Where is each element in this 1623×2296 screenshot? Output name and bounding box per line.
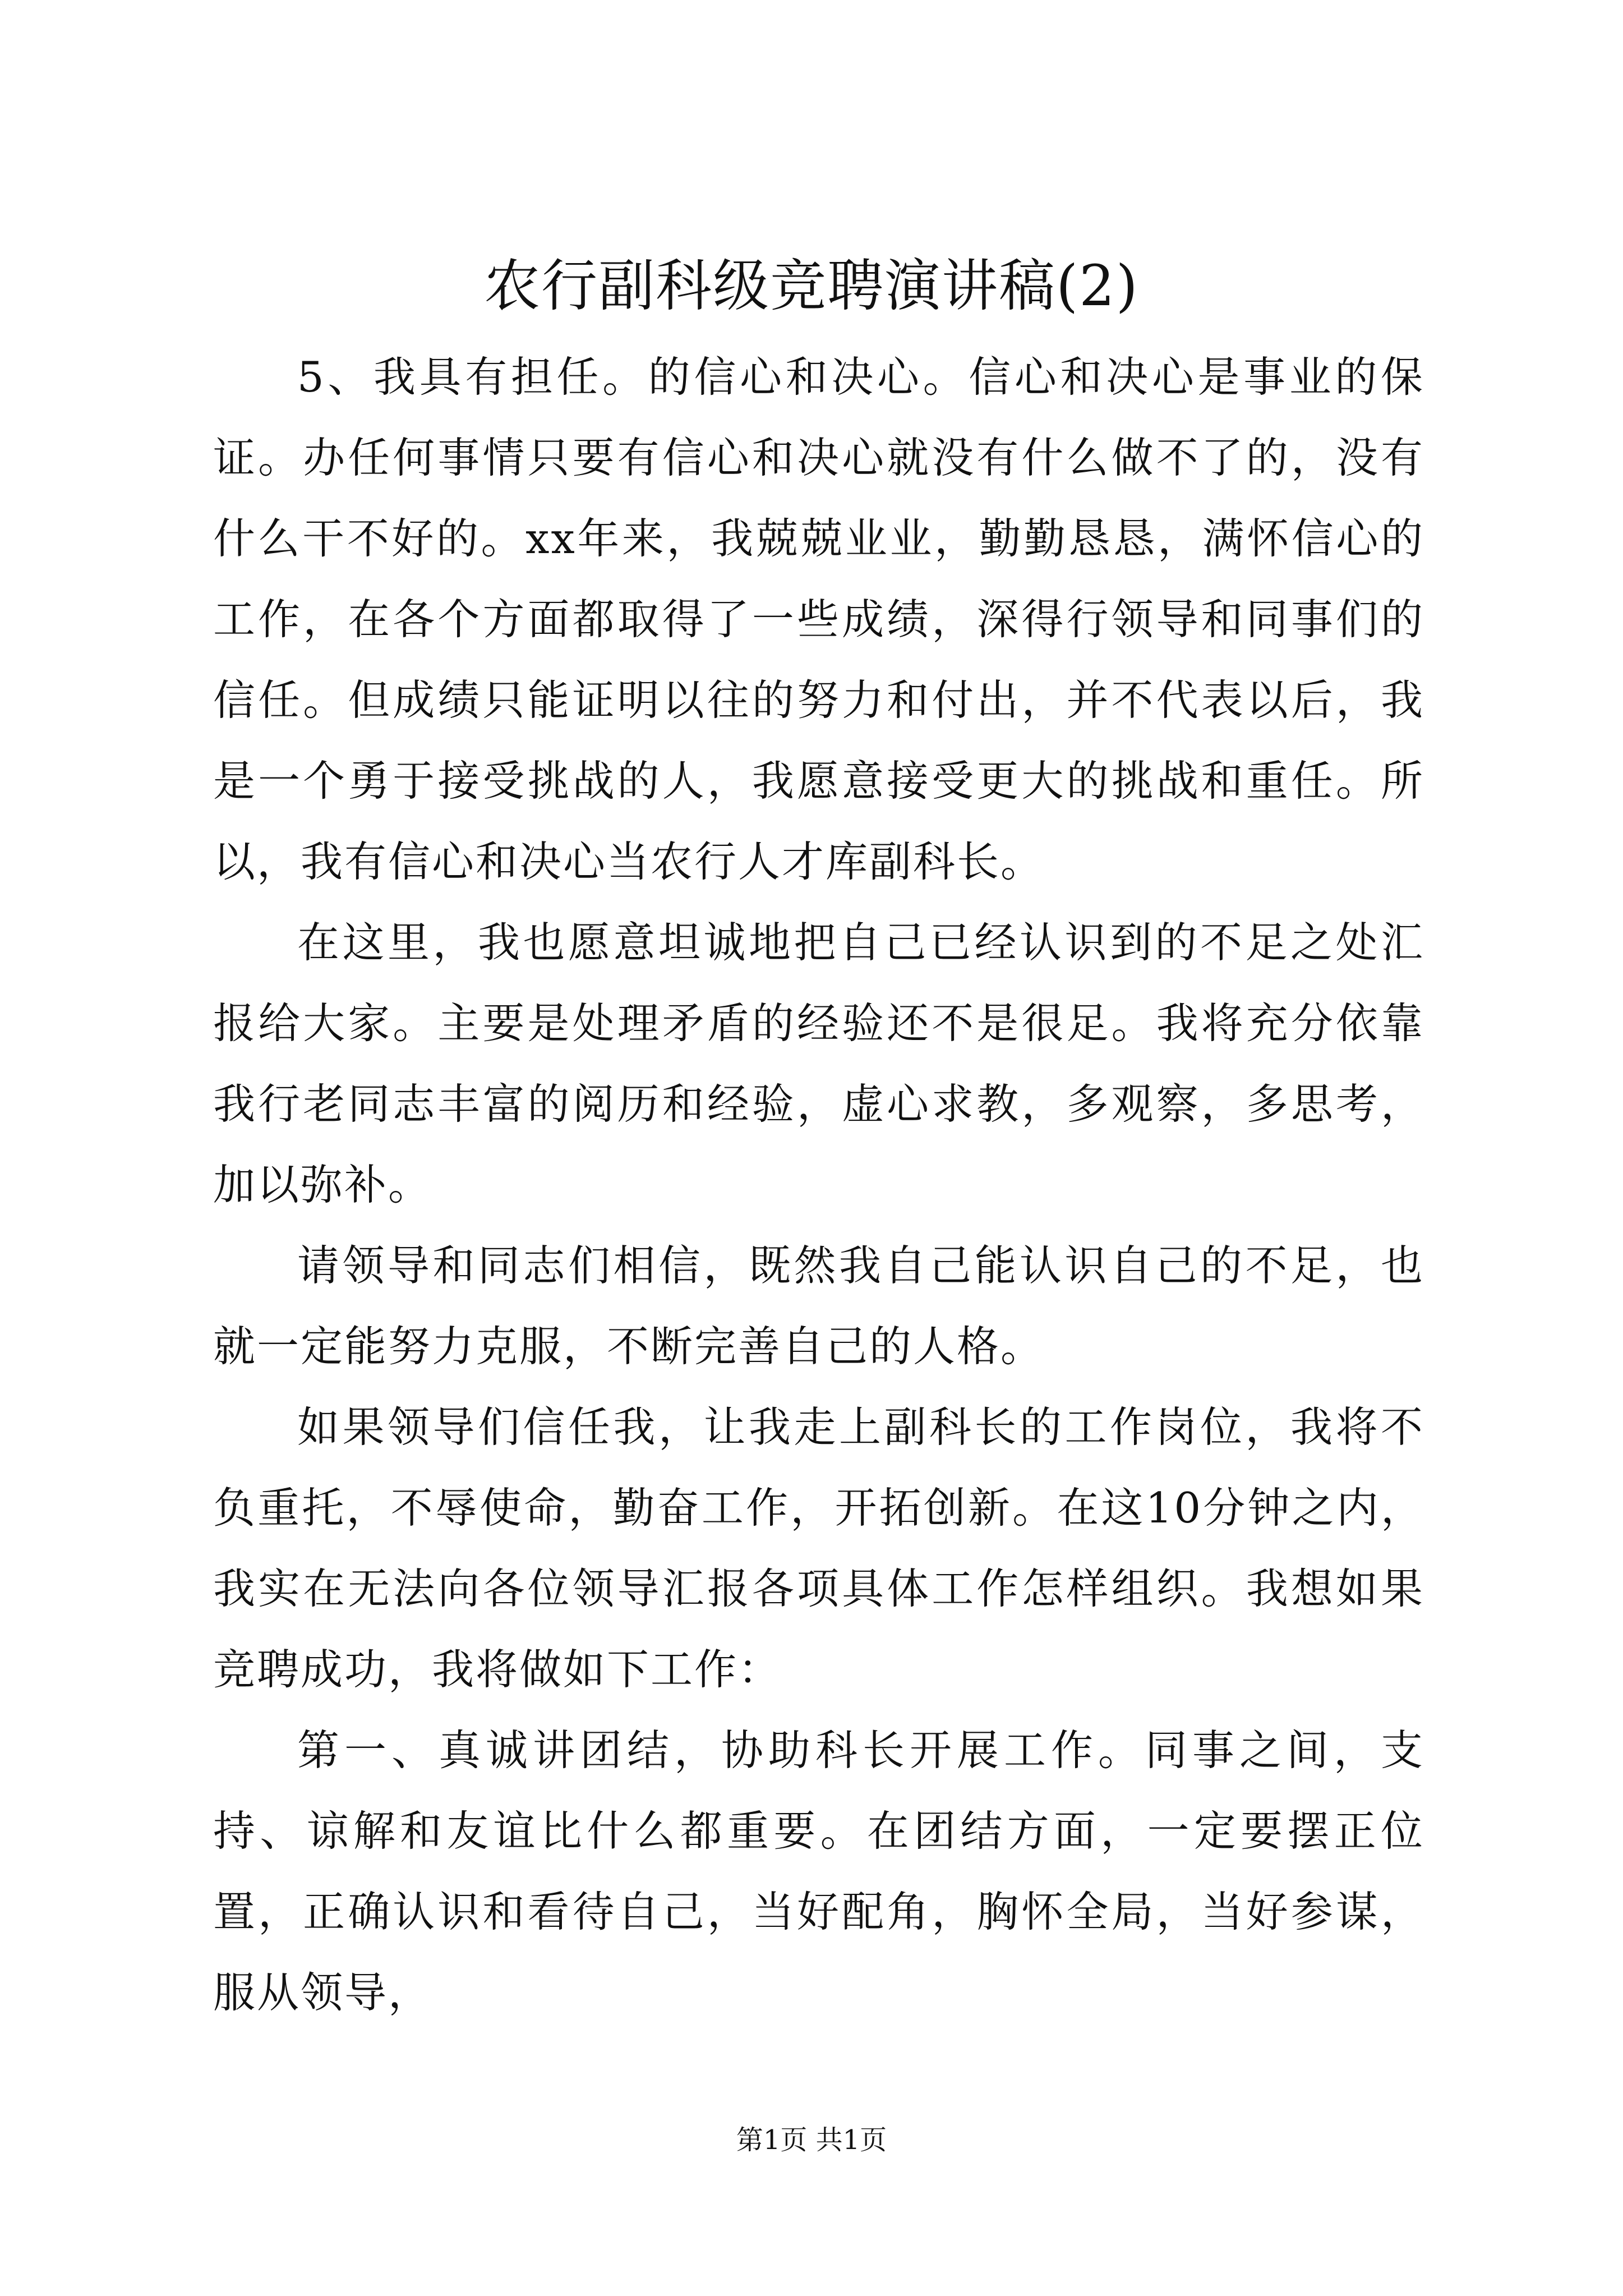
paragraph-1: 5、我具有担任。的信心和决心。信心和决心是事业的保证。办任何事情只要有信心和决心就没有什么做不了的，没有什么干不好的。xx年来，我兢兢业业，勤勤恳恳，满怀信心的工作，在各个方面都取得了一些成绩，深得行领导和同事们的信任。但成绩只能证明以往的努力和付出，并不代表以后，我是一个勇于接受挑战的人，我愿意接受更大的挑战和重任。所以，我有信心和决心当农行人才库副科长。	[213, 352, 1424, 886]
paragraph-3: 请领导和同志们相信，既然我自己能认识自己的不足，也就一定能努力克服，不断完善自己的人格。	[213, 1241, 1424, 1371]
page-footer: 第1页 共1页	[736, 2124, 887, 2156]
page-title: 农行副科级竞聘演讲稿(2)	[484, 253, 1139, 319]
paragraph-5: 第一、真诚讲团结，协助科长开展工作。同事之间，支持、谅解和友谊比什么都重要。在团结方面，一定要摆正位置，正确认识和看待自己，当好配角，胸怀全局，当好参谋，服从领导，	[213, 1726, 1424, 2017]
document-body	[213, 337, 1424, 2033]
paragraph-4: 如果领导们信任我，让我走上副科长的工作岗位，我将不负重托，不辱使命，勤奋工作，开拓创新。在这10分钟之内，我实在无法向各位领导汇报各项具体工作怎样组织。我想如果竞聘成功，我将做如下工作：	[213, 1402, 1424, 1694]
paragraph-2: 在这里，我也愿意坦诚地把自己已经认识到的不足之处汇报给大家。主要是处理矛盾的经验还不是很足。我将充分依靠我行老同志丰富的阅历和经验，虚心求教，多观察，多思考，加以弥补。	[213, 918, 1424, 1209]
